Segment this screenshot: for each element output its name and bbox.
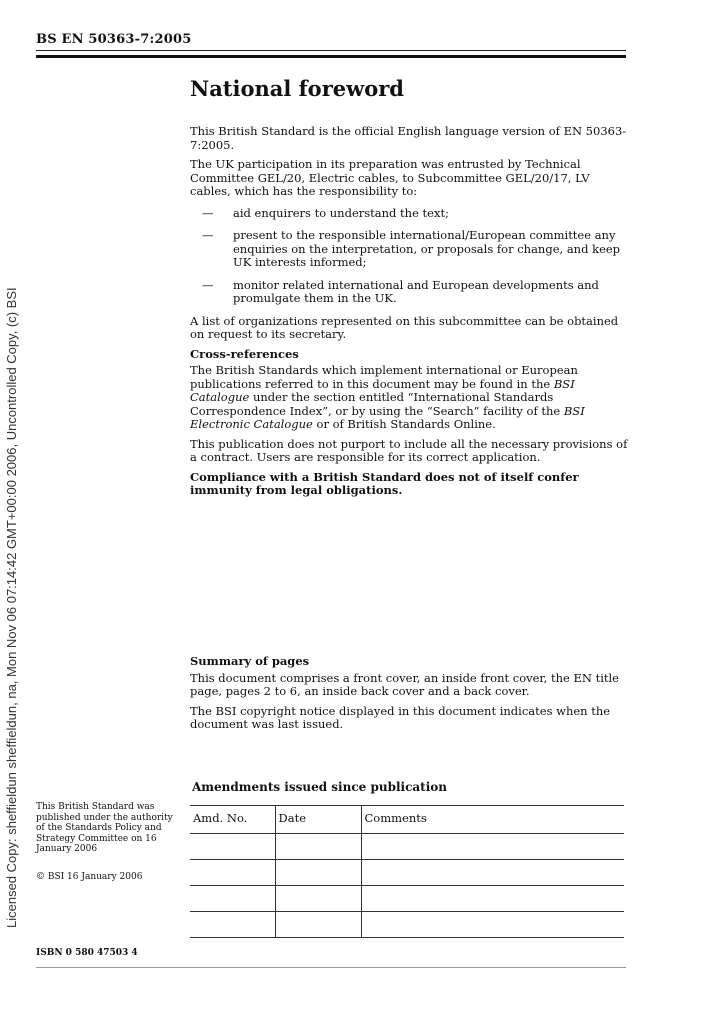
document-code: BS EN 50363-7:2005	[36, 32, 192, 47]
participation-paragraph: The UK participation in its preparation was entrusted by Technical Committee GEL/20, Electric cables, to Subcommittee GEL/20/17, LV cables, which has the responsibility to:	[190, 157, 590, 198]
header-rule-thin	[36, 50, 626, 51]
amendments-table	[190, 805, 624, 938]
intro-paragraph: This British Standard is the official English language version of EN 50363-7:2005.	[190, 124, 627, 152]
compliance-statement: Compliance with a British Standard does not of itself confer immunity from legal obligations.	[190, 469, 579, 497]
organizations-paragraph: A list of organizations represented on this subcommittee can be obtained on request to its secretary.	[190, 313, 619, 341]
footer-rule	[36, 967, 626, 968]
list-item: — aid enquirers to understand the text;	[202, 205, 449, 220]
license-watermark: Licensed Copy: sheffieldun sheffieldun, na, Mon Nov 06 07:14:42 GMT+00:00 2006, Uncontrolled Copy, (c) BSI	[4, 287, 19, 928]
responsibility-list	[190, 207, 628, 306]
authority-footnote: This British Standard was published under the authority of the Standards Policy and Strategy Committee on 16 January 2006	[36, 802, 173, 854]
table-row	[190, 860, 624, 886]
table-row	[190, 834, 624, 860]
copyright-notice-paragraph: The BSI copyright notice displayed in this document indicates when the document was last issued.	[190, 703, 611, 731]
column-header-amd-no: Amd. No.	[190, 806, 275, 834]
column-header-comments: Comments	[361, 806, 624, 834]
list-item: — present to the responsible international/European committee any enquiries on the interpretation, or proposals for change, and keep UK interests informed;	[202, 228, 621, 269]
dash-marker: —	[202, 228, 214, 242]
list-item: — monitor related international and European developments and promulgate them in the UK.	[202, 277, 599, 305]
summary-section	[190, 655, 628, 738]
table-header-row	[190, 806, 624, 834]
summary-paragraph: This document comprises a front cover, an inside front cover, the EN title page, pages 2 to 6, an inside back cover and a back cover.	[190, 670, 619, 698]
column-header-date: Date	[275, 806, 361, 834]
table-row	[190, 912, 624, 938]
page-title: National foreword	[190, 76, 404, 101]
bsi-electronic-catalogue-title: BSI Electronic Catalogue	[190, 403, 585, 431]
isbn: ISBN 0 580 47503 4	[36, 948, 138, 958]
dash-marker: —	[202, 277, 214, 292]
cross-references-paragraph: The British Standards which implement international or European publications referred to in this document may be found in the BSI Catalogue under the section entitled “International Standards Correspondence Index”, or by using the “Search” facility of the BSI Electronic Catalogue or of British Standards Online.	[190, 363, 585, 431]
dash-marker: —	[202, 205, 214, 220]
table-row	[190, 886, 624, 912]
summary-heading: Summary of pages	[190, 654, 310, 668]
copyright-line: © BSI 16 January 2006	[36, 872, 143, 882]
amendments-title: Amendments issued since publication	[192, 780, 447, 794]
foreword-body	[190, 125, 628, 504]
header-rule-thick	[36, 55, 626, 58]
provisions-paragraph: This publication does not purport to include all the necessary provisions of a contract. Users are responsible for its correct application.	[190, 436, 628, 464]
bsi-catalogue-title: BSI Catalogue	[190, 376, 575, 404]
cross-references-heading: Cross-references	[190, 346, 299, 361]
